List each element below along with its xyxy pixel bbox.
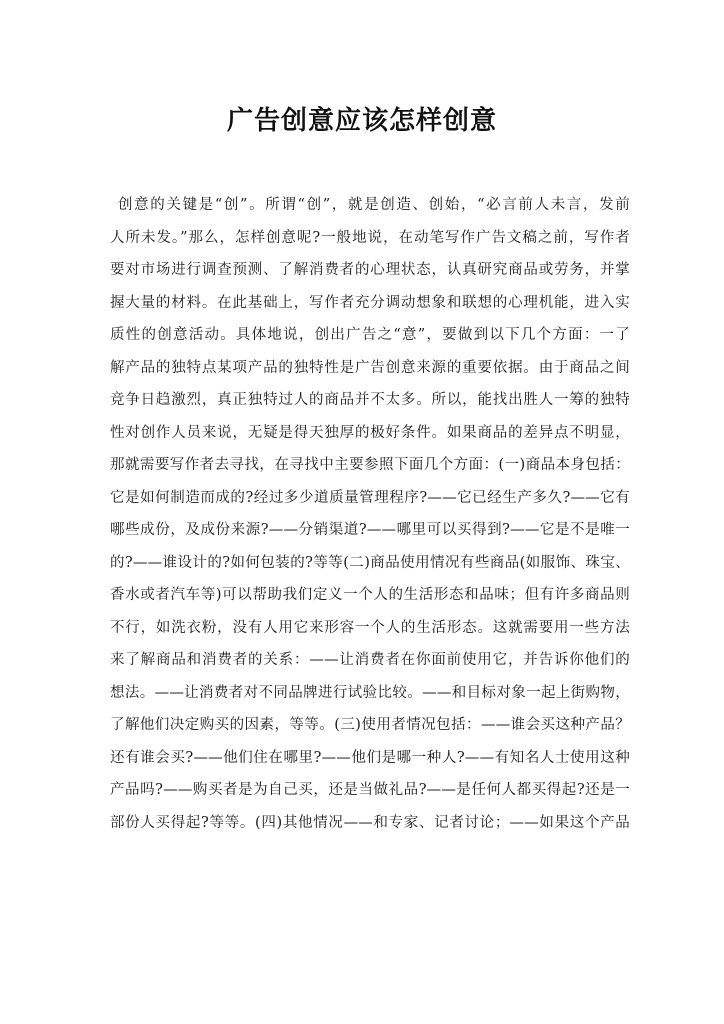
paragraph-line-5: 质性的创意活动。具体地说，创出广告之“意”，要做到以下几个方面：一了: [110, 327, 630, 343]
paragraph-line-1: 创意的关键是“创”。所谓“创”，就是创造、创始，“必言前人未言，发前: [118, 197, 630, 213]
paragraph-line-17: 了解他们决定购买的因素，等等。(三)使用者情况包括：——谁会买这种产品？: [110, 717, 630, 733]
paragraph-line-12: 的?——谁设计的?如何包装的?等等(二)商品使用情况有些商品(如服饰、珠宝、: [110, 554, 630, 571]
paragraph-line-11: 哪些成份，及成份来源?——分销渠道?——哪里可以买得到?——它是不是唯一: [110, 522, 630, 538]
paragraph-line-6: 解产品的独特点某项产品的独特性是广告创意来源的重要依据。由于商品之间: [110, 359, 630, 376]
paragraph-line-20: 部份人买得起?等等。(四)其他情况——和专家、记者讨论；——如果这个产品: [110, 814, 630, 831]
paragraph-line-14: 不行，如洗衣粉，没有人用它来形容一个人的生活形态。这就需要用一些方法: [110, 619, 630, 636]
paragraph-line-18: 还有谁会买?——他们住在哪里?——他们是哪一种人?——有知名人士使用这种: [110, 749, 630, 766]
document-title: 广告创意应该怎样创意: [226, 106, 497, 136]
document-body: [110, 189, 630, 839]
paragraph-line-10: 它是如何制造而成的?经过多少道质量管理程序?——它已经生产多久?——它有: [110, 489, 630, 506]
paragraph-line-2: 人所未发。”那么，怎样创意呢?一般地说，在动笔写作广告文稿之前，写作者: [110, 229, 630, 246]
paragraph-line-16: 想法。——让消费者对不同品牌进行试验比较。——和目标对象一起上街购物，: [110, 684, 630, 701]
paragraph-line-7: 竞争日趋激烈，真正独特过人的商品并不太多。所以，能找出胜人一筹的独特: [110, 392, 630, 408]
paragraph-line-8: 性对创作人员来说，无疑是得天独厚的极好条件。如果商品的差异点不明显，: [110, 424, 630, 441]
paragraph-line-4: 握大量的材料。在此基础上，写作者充分调动想象和联想的心理机能，进入实: [110, 294, 630, 311]
paragraph-line-9: 那就需要写作者去寻找，在寻找中主要参照下面几个方面：(一)商品本身包括：: [110, 457, 630, 473]
paragraph-line-19: 产品吗?——购买者是为自己买，还是当做礼品?——是任何人都买得起?还是一: [110, 782, 630, 798]
paragraph-line-15: 来了解商品和消费者的关系：——让消费者在你面前使用它，并告诉你他们的: [110, 652, 630, 668]
paragraph-line-3: 要对市场进行调查预测、了解消费者的心理状态，认真研究商品或劳务，并掌: [110, 262, 630, 278]
paragraph-line-13: 香水或者汽车等)可以帮助我们定义一个人的生活形态和品味；但有许多商品则: [110, 587, 630, 603]
